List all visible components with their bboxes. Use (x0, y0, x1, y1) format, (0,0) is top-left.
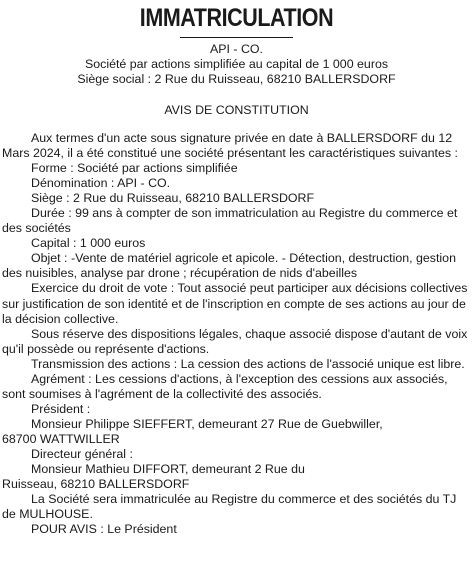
company-name: API - CO. (209, 42, 263, 56)
notice-heading: AVIS DE CONSTITUTION (164, 103, 309, 117)
paragraph-closing: POUR AVIS : Le Président (31, 522, 177, 537)
president-line-1: Monsieur Philippe SIEFFERT, demeurant 27 Rue de Guebwiller, (31, 416, 383, 431)
paragraph-forme: Forme : Société par actions simplifiée (31, 161, 238, 176)
president-label: Président : (31, 401, 91, 416)
paragraph-capital: Capital : 1 000 euros (31, 236, 146, 251)
paragraph-intro: Aux termes d'un acte sous signature privée en date à BALLERSDORF du 12 Mars 2024, il a été constitué une société présentant les caractéristiques suivantes : (2, 131, 458, 161)
paragraph-duree: Durée : 99 ans à compter de son immatriculation au Registre du commerce et des sociétés (2, 206, 458, 236)
notice-title: IMMATRICULATION (139, 4, 334, 32)
company-legal-form: Société par actions simplifiée au capital de 1 000 euros (84, 57, 389, 71)
paragraph-siege: Siège : 2 Rue du Ruisseau, 68210 BALLERSDORF (31, 191, 315, 206)
paragraph-vote: Exercice du droit de vote : Tout associé peut participer aux décisions collectives sur justification de son identité et de l'inscription en compte de ses actions au jour de la décision collective. (2, 281, 468, 326)
dg-line-2: Ruisseau, 68210 BALLERSDORF (2, 477, 190, 492)
company-header (0, 42, 473, 87)
notice-body (2, 131, 471, 537)
paragraph-denomination: Dénomination : API - CO. (31, 176, 171, 191)
president-line-2: 68700 WATTWILLER (2, 431, 120, 446)
paragraph-immatriculation: La Société sera immatriculée au Registre du commerce et des sociétés du TJ de MULHOUSE. (2, 492, 457, 522)
paragraph-agrement: Agrément : Les cessions d'actions, à l'exception des cessions aux associés, sont soumises à l'agrément de la collectivité des associés. (2, 371, 448, 401)
paragraph-voix: Sous réserve des dispositions légales, chaque associé dispose d'autant de voix qu'il possède ou représente d'actions. (2, 326, 468, 356)
dg-line-1: Monsieur Mathieu DIFFORT, demeurant 2 Rue du (31, 462, 305, 477)
dg-label: Directeur général : (31, 446, 133, 461)
paragraph-objet: Objet : -Vente de matériel agricole et apicole. - Détection, destruction, gestion des nuisibles, analyse par drone ; récupération de nids d'abeilles (2, 251, 456, 281)
paragraph-transmission: Transmission des actions : La cession des actions de l'associé unique est libre. (31, 356, 465, 371)
company-seat: Siège social : 2 Rue du Ruisseau, 68210 BALLERSDORF (77, 72, 396, 86)
title-divider (180, 37, 293, 38)
